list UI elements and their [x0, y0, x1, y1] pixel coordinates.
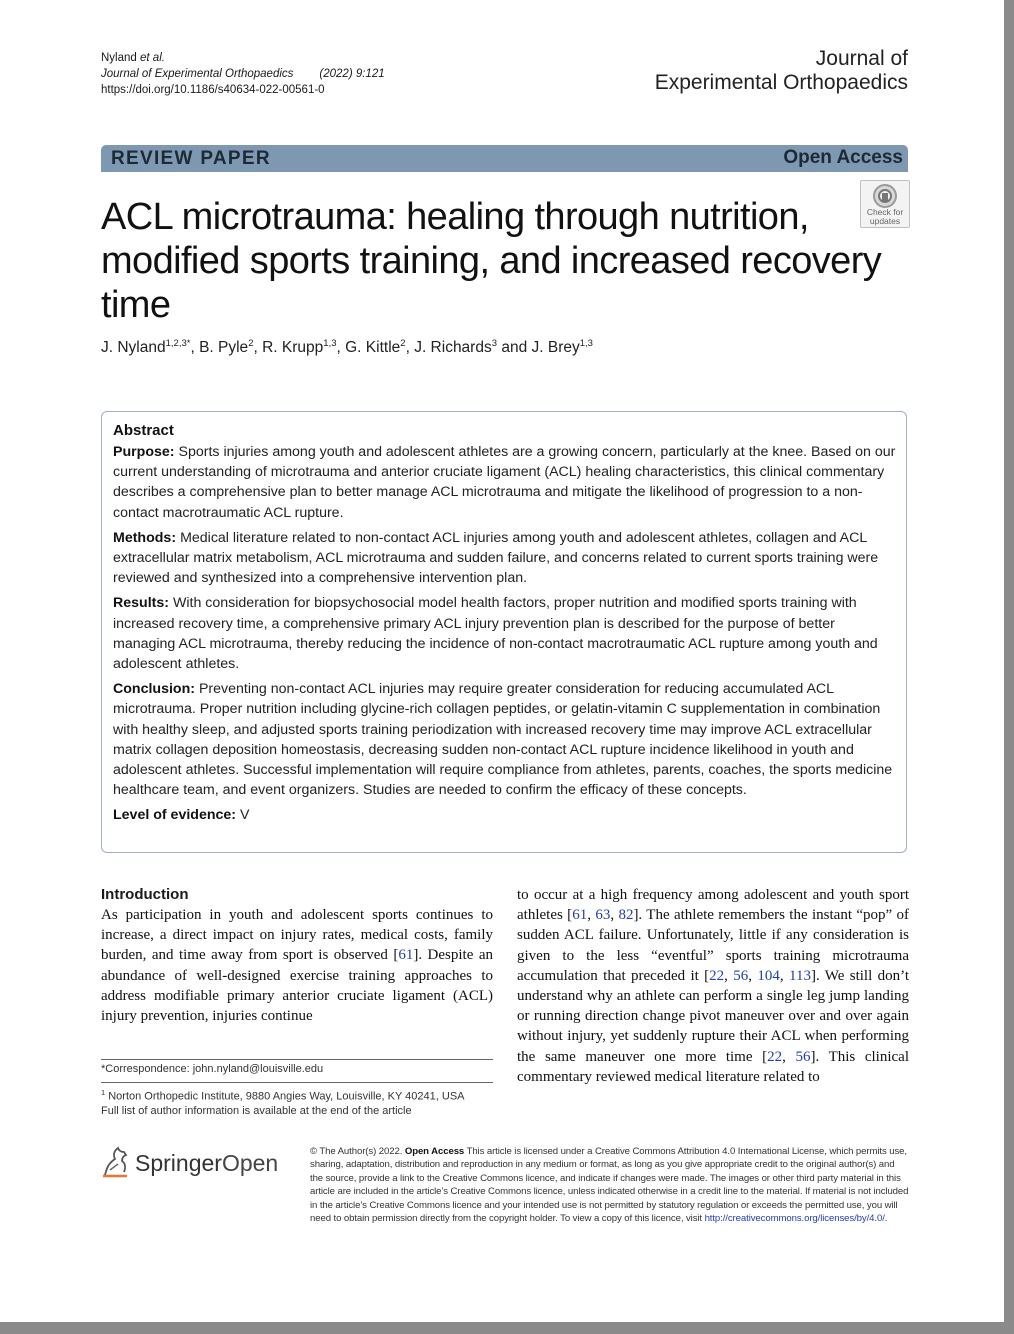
- open-access-label: Open Access: [783, 147, 903, 168]
- license-statement: [310, 1145, 910, 1225]
- introduction-paragraph-right: [517, 885, 909, 1087]
- running-header: [101, 50, 385, 98]
- abstract-results-text: With consideration for biopsychosocial model health factors, proper nutrition and modified sports training with increased recovery time, a comprehensive primary ACL injury prevention plan is described for the purpose of better managing ACL microtrauma, thereby reducing the incidence of non-contact macrotraumatic ACL rupture among youth and adolescent athletes.: [113, 595, 878, 673]
- level-of-evidence-label: Level of evidence:: [113, 807, 237, 824]
- body-text: © The Author(s) 2022.: [310, 1146, 405, 1157]
- license-link[interactable]: http://creativecommons.org/licenses/by/4.0/: [704, 1213, 885, 1225]
- open-access-text: Open Access: [404, 1146, 465, 1157]
- abstract-conclusion: [113, 679, 896, 800]
- author-affiliation: 2: [400, 338, 406, 349]
- article-type-banner: [101, 145, 908, 172]
- body-text: ]. This clinical commentary reviewed medical literature related to: [517, 1048, 909, 1085]
- body-text: ]. We still don’t understand why an athlete can perform a single leg jump landing or running direction change pivot maneuver over and over again without injury, yet suddenly rupture their ACL when performing the same maneuver one more time [: [517, 967, 910, 1065]
- abstract-purpose-text: Sports injuries among youth and adolescent athletes are a growing concern, particularly at the knee. Based on our current understanding of microtrauma and anterior cruciate ligament (ACL) healing characteristics, this clinical commentary describes a comprehensive plan to better manage ACL microtrauma and mitigate the likelihood of progression to a non-contact macrotraumatic ACL rupture.: [113, 444, 896, 521]
- header-doi[interactable]: https://doi.org/10.1186/s40634-022-00561-0: [101, 84, 325, 96]
- body-text: ,: [724, 967, 734, 984]
- author-name: B. Pyle: [199, 339, 249, 357]
- author-affiliation: 1,3: [323, 338, 337, 349]
- body-text: ,: [779, 967, 789, 984]
- citation-link[interactable]: 61: [572, 907, 588, 924]
- citation-link[interactable]: 22: [767, 1048, 783, 1065]
- citation-link[interactable]: 56: [795, 1048, 811, 1065]
- publisher-name: Springer: [135, 1150, 222, 1176]
- citation-link[interactable]: 61: [398, 947, 414, 964]
- author-name: J. Brey: [531, 339, 580, 357]
- body-text: ,: [782, 1048, 796, 1065]
- correspondence-note: *Correspondence: john.nyland@louisville.edu: [101, 1063, 324, 1075]
- author-name: J. Richards: [414, 339, 492, 357]
- body-text: to occur at a high frequency among adolescent and youth sport athletes [: [517, 887, 909, 924]
- citation-link[interactable]: 63: [595, 907, 611, 924]
- author-info-note: Full list of author information is available at the end of the article: [101, 1105, 412, 1118]
- author-separator: ,: [405, 339, 415, 357]
- article-type: REVIEW PAPER: [111, 148, 271, 169]
- author-separator: ,: [253, 339, 263, 357]
- author-separator: and: [497, 339, 532, 357]
- author-affiliation: 1,3: [579, 338, 593, 349]
- body-text: ,: [748, 967, 758, 984]
- citation-link[interactable]: 56: [733, 967, 749, 984]
- author-affiliation: 1,2,3*: [165, 338, 191, 349]
- springer-horse-icon: [101, 1145, 131, 1179]
- body-text: ,: [610, 907, 619, 924]
- article-title: ACL microtrauma: healing through nutrition, modified sports training, and increased recovery time: [101, 196, 882, 326]
- body-column-left: [101, 885, 493, 1026]
- header-et-al: et al.: [140, 52, 165, 64]
- footnote-divider: [101, 1059, 493, 1060]
- author-name: R. Krupp: [262, 339, 324, 357]
- abstract-results-label: Results:: [113, 595, 169, 612]
- journal-logo: [655, 47, 908, 95]
- author-name: G. Kittle: [345, 339, 401, 357]
- level-of-evidence-value: V: [240, 807, 250, 824]
- body-text: ]. Despite an abundance of well-designed exercise training approaches to address modifiable primary anterior cruciate ligament (ACL) injury prevention, injuries continue: [101, 947, 493, 1025]
- introduction-heading: Introduction: [101, 886, 189, 903]
- body-text: ]. The athlete remembers the instant “pop” of sudden ACL failure. Unfortunately, little if any consideration is given to the less “eventful” sports training microtrauma accumulation that preceded it [: [517, 907, 910, 984]
- header-journal: Journal of Experimental Orthopaedics: [101, 68, 294, 80]
- abstract-results: [113, 593, 896, 674]
- abstract-level-of-evidence: [113, 805, 896, 825]
- body-text: ,: [587, 907, 596, 924]
- citation-link[interactable]: 104: [757, 967, 780, 984]
- introduction-paragraph-left: [101, 905, 493, 1026]
- abstract-methods: [113, 528, 896, 589]
- affiliation-text: Norton Orthopedic Institute, 9880 Angies Way, Louisville, KY 40241, USA: [105, 1090, 465, 1103]
- header-author: Nyland: [101, 52, 137, 64]
- header-volume: (2022) 9:121: [319, 68, 385, 80]
- author-affiliation: 2: [248, 338, 254, 349]
- check-updates-line1: Check for: [866, 207, 904, 217]
- publisher-suffix: Open: [221, 1150, 279, 1176]
- abstract-conclusion-label: Conclusion:: [113, 681, 195, 698]
- abstract-conclusion-text: Preventing non-contact ACL injuries may require greater consideration for reducing accumulated ACL microtrauma. Proper nutrition including glycine-rich collagen peptides, or gelatin-vitamin C supplementation in combination with healthy sleep, and adjusted sports training periodization with increased recovery time may improve ACL extracellular matrix collagen deposition homeostasis, decreasing sudden non-contact ACL rupture incidence likelihood in youth and adolescent athletes. Successful implementation will require compliance from athletes, parents, coaches, the sports medicine healthcare team, and event organizers. Studies are needed to confirm the efficacy of these concepts.: [113, 681, 893, 799]
- citation-link[interactable]: 22: [709, 967, 725, 984]
- body-text: .: [884, 1213, 888, 1225]
- journal-logo-line1: Journal of: [815, 47, 908, 70]
- journal-logo-line2: Experimental Orthopaedics: [654, 71, 908, 94]
- author-list: [101, 338, 593, 357]
- author-name: J. Nyland: [101, 339, 166, 357]
- affiliation-number: 1: [101, 1088, 106, 1097]
- check-updates-line2: updates: [869, 216, 901, 226]
- citation-link[interactable]: 113: [789, 967, 811, 984]
- body-text: As participation in youth and adolescent sports continues to increase, a direct impact on injury rates, medical costs, family burden, and time away from sport is observed [: [101, 907, 493, 964]
- body-column-right: [517, 885, 909, 1087]
- footnote-divider-2: [101, 1082, 493, 1083]
- abstract-heading: Abstract: [113, 422, 174, 439]
- affiliation-note: [101, 1086, 501, 1119]
- abstract-methods-text: Medical literature related to non-contact ACL injuries among youth and adolescent athletes, collagen and ACL extracellular matrix metabolism, ACL microtrauma and sudden failure, and concerns related to current sports training were reviewed and synthesized into a comprehensive intervention plan.: [113, 529, 879, 587]
- author-separator: ,: [190, 339, 200, 357]
- abstract-purpose-label: Purpose:: [113, 444, 175, 460]
- abstract-box: [101, 411, 907, 853]
- citation-link[interactable]: 82: [618, 907, 634, 924]
- abstract-purpose: [113, 442, 896, 523]
- body-text: This article is licensed under a Creative Commons Attribution 4.0 International License, which permits use, sharing, adaptation, distribution and reproduction in any medium or format, as long as you give appropriate credit to the original author(s) and the source, provide a link to the Creative Commons licence, and indicate if changes were made. The images or other third party material in this article are included in the article’s Creative Commons licence, unless indicated otherwise in a credit line to the material. If material is not included in the article’s Creative Commons licence and your intended use is not permitted by statutory regulation or exceeds the permitted use, you will need to obtain permission directly from the copyright holder. To view a copy of this licence, visit: [310, 1146, 909, 1225]
- author-affiliation: 3: [491, 338, 498, 349]
- abstract-methods-label: Methods:: [113, 529, 177, 546]
- author-separator: ,: [336, 339, 346, 357]
